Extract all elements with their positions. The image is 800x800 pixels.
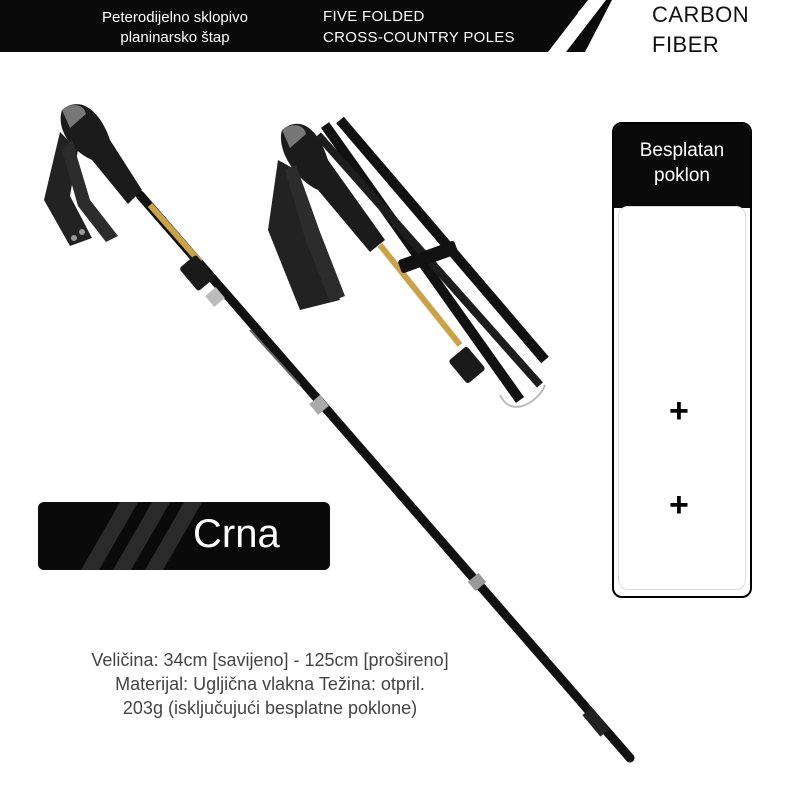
banner-title-local: Peterodijelno sklopivo planinarsko štap [102, 9, 248, 46]
plus-icon: + [669, 486, 689, 524]
spec-size: Veličina: 34cm [savijeno] - 125cm [prošireno] [91, 650, 449, 670]
gift-header [614, 124, 750, 208]
folded-pole [268, 120, 545, 407]
gift-title: Besplatan poklon [639, 140, 725, 186]
spec-material: Materijal: Ugljična vlakna Težina: otpril. [115, 674, 425, 694]
free-gift-panel [612, 122, 752, 598]
banner-title-english: FIVE FOLDED CROSS-COUNTRY POLES [323, 8, 515, 46]
plus-icon: + [669, 392, 689, 430]
carbon-fiber-label: CARBON FIBER [652, 2, 750, 57]
spec-weight: 203g (isključujući besplatne poklone) [122, 698, 418, 718]
product-specs [30, 648, 510, 720]
color-label: Crna [193, 512, 280, 556]
color-label-bar [38, 502, 330, 570]
